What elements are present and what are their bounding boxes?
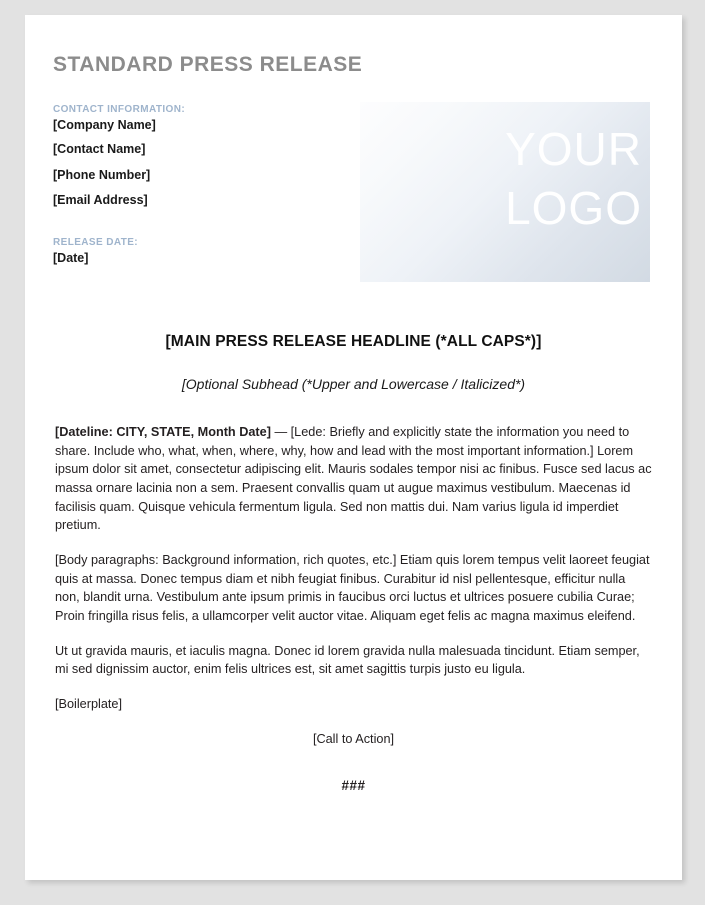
logo-line-2: LOGO: [505, 181, 642, 234]
contact-name-field[interactable]: [Contact Name]: [53, 142, 146, 157]
paragraph-lede[interactable]: [55, 423, 652, 535]
optional-subhead[interactable]: [Optional Subhead (*Upper and Lowercase / Italicized*): [181, 376, 526, 392]
contact-information-label: CONTACT INFORMATION:: [53, 104, 186, 115]
release-date-label: RELEASE DATE:: [53, 237, 139, 248]
contact-information-block: [53, 104, 333, 217]
dateline: [Dateline: CITY, STATE, Month Date]: [55, 425, 271, 439]
page-title: STANDARD PRESS RELEASE: [53, 53, 363, 76]
phone-number-field[interactable]: [Phone Number]: [53, 167, 151, 182]
lede-text: — [Lede: Briefly and explicitly state the information you need to share. Include who, what, when, where, why, how and lead with the most important information.] Lorem ipsum dolor sit amet, consectetur adipiscing elit. Mauris sodales tempor nisi ac finibus. Fusce sed lacus ac massa ornare lacinia non a sem. Praesent convallis quam ut augue maximus vestibulum. Maecenas id facilisis quam. Quisque vehicula fermentum ligula. Sed non mattis dui. Nam varius ligula id imperdiet pretium.: [55, 425, 652, 533]
paragraph-body-1[interactable]: [Body paragraphs: Background information, rich quotes, etc.] Etiam quis lorem tempus velit laoreet feugiat quis at massa. Donec tempus diam et nibh feugiat finibus. Curabitur id nisl pellentesque, efficitur nulla non, blandit urna. Vestibulum ante ipsum primis in faucibus orci luctus et ultrices posuere cubilia Curae; Proin fringilla risus felis, a ullamcorper velit auctor vitae. Aliquam eget felis ac magna maximus eleifend.: [55, 553, 650, 624]
body-content: [55, 423, 652, 793]
boilerplate-text[interactable]: [Boilerplate]: [55, 697, 122, 712]
logo-placeholder[interactable]: [360, 102, 650, 282]
main-headline[interactable]: [MAIN PRESS RELEASE HEADLINE (*ALL CAPS*)]: [165, 333, 542, 350]
release-date-block: [53, 237, 333, 275]
release-date-field[interactable]: [Date]: [53, 251, 89, 265]
call-to-action[interactable]: [Call to Action]: [312, 731, 395, 746]
logo-line-1: YOUR: [505, 123, 642, 175]
press-release-page: [25, 15, 682, 880]
company-name-field[interactable]: [Company Name]: [53, 118, 156, 132]
email-address-field[interactable]: [Email Address]: [53, 192, 148, 207]
logo-placeholder-text: [505, 120, 642, 238]
end-mark: ###: [341, 777, 366, 793]
paragraph-body-2[interactable]: Ut ut gravida mauris, et iaculis magna. Donec id lorem gravida nulla malesuada tincidunt. Etiam semper, mi sed dignissim auctor, enim felis ultrices est, sit amet sagittis turpis justo eu ligula.: [55, 643, 640, 677]
